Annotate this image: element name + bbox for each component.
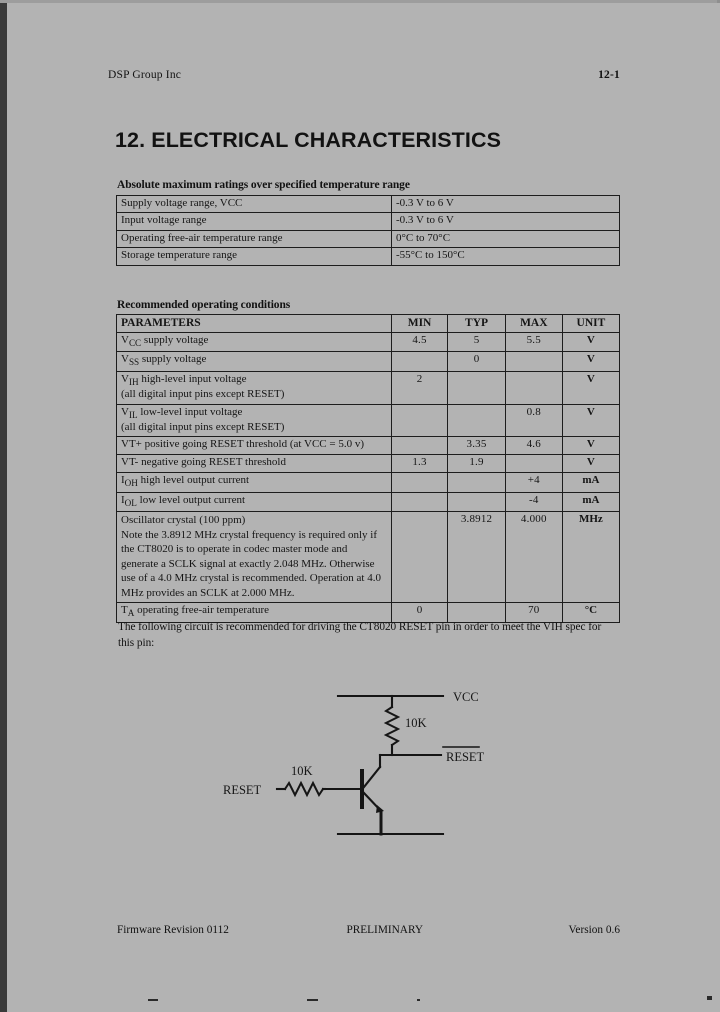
scan-speckle <box>707 996 712 1000</box>
max-cell <box>505 352 562 371</box>
parameter-subscript: SS <box>128 357 140 368</box>
page-number: 12-1 <box>598 69 620 81</box>
unit-cell: V <box>562 333 619 352</box>
min-cell: 1.3 <box>391 455 448 473</box>
reset-output-label: RESET <box>446 750 485 764</box>
parameter-subscript: CC <box>128 338 142 349</box>
table-row <box>117 333 620 352</box>
min-cell <box>391 404 448 437</box>
min-cell <box>391 352 448 371</box>
footer-version: Version 0.6 <box>568 924 620 936</box>
table-row <box>117 492 620 511</box>
max-cell: 0.8 <box>505 404 562 437</box>
min-cell <box>391 512 448 603</box>
scan-speckle <box>417 999 420 1001</box>
table-row <box>117 248 620 265</box>
unit-cell: mA <box>562 492 619 511</box>
unit-cell: V <box>562 352 619 371</box>
absolute-maximum-ratings-table <box>116 195 620 266</box>
parameter-text: low level output current <box>136 493 246 506</box>
parameter-cell <box>117 371 392 404</box>
parameter-subscript: A <box>127 608 135 619</box>
parameter-text: operating free-air temperature <box>134 604 270 617</box>
document-footer <box>117 924 620 936</box>
typ-cell: 3.35 <box>448 437 506 455</box>
rec-op-table-caption: Recommended operating conditions <box>117 299 291 311</box>
abs-max-parameter: Storage temperature range <box>117 248 392 265</box>
max-cell: 4.000 <box>505 512 562 603</box>
parameter-symbol: V <box>121 353 129 366</box>
typ-cell: 0 <box>448 352 506 371</box>
footer-firmware-revision: Firmware Revision 0112 <box>117 924 229 936</box>
parameter-symbol: I <box>121 474 125 487</box>
typ-cell: 5 <box>448 333 506 352</box>
table-row <box>117 473 620 492</box>
abs-max-parameter: Operating free-air temperature range <box>117 230 392 247</box>
recommended-operating-conditions-table <box>116 314 620 623</box>
column-header-parameters: PARAMETERS <box>117 315 392 333</box>
typ-cell: 3.8912 <box>448 512 506 603</box>
min-cell: 2 <box>391 371 448 404</box>
document-page <box>7 3 720 1012</box>
parameter-text: supply voltage <box>139 353 207 366</box>
column-header-min: MIN <box>391 315 448 333</box>
parameter-cell <box>117 492 392 511</box>
typ-cell <box>448 492 506 511</box>
table-row <box>117 404 620 437</box>
abs-max-parameter: Input voltage range <box>117 213 392 230</box>
unit-cell: mA <box>562 473 619 492</box>
parameter-subscript: IL <box>128 409 138 420</box>
parameter-text: high-level input voltage <box>138 372 247 385</box>
parameter-text: low-level input voltage <box>137 405 243 418</box>
parameter-qualifier: (all digital input pins except RESET) <box>121 388 285 401</box>
oscillator-note: Note the 3.8912 MHz crystal frequency is required only if the CT8020 is to operate in codec master mode and generate a SCLK signal at exactly 2.048 MHz. Otherwise use of a 4.0 MHz crystal is recommended. Operation at 4.0 MHz provides an SCLK at 2.000 MHz. <box>121 528 381 599</box>
base-resistor-symbol <box>285 783 323 795</box>
parameter-symbol: V <box>121 334 129 347</box>
parameter-subscript: IH <box>128 376 139 387</box>
parameter-cell <box>117 333 392 352</box>
parameter-text: supply voltage <box>141 334 209 347</box>
max-cell: -4 <box>505 492 562 511</box>
column-header-unit: UNIT <box>562 315 619 333</box>
parameter-cell: VT- negative going RESET threshold <box>117 455 392 473</box>
abs-max-value: 0°C to 70°C <box>392 230 620 247</box>
typ-cell <box>448 473 506 492</box>
table-row <box>117 352 620 371</box>
table-row <box>117 213 620 230</box>
scan-speckle <box>307 999 318 1001</box>
parameter-cell: VT+ positive going RESET threshold (at VCC = 5.0 v) <box>117 437 392 455</box>
abs-max-value: -55°C to 150°C <box>392 248 620 265</box>
unit-cell: V <box>562 371 619 404</box>
unit-cell: °C <box>562 603 619 622</box>
typ-cell <box>448 404 506 437</box>
parameter-cell <box>117 404 392 437</box>
table-row <box>117 230 620 247</box>
unit-cell: V <box>562 455 619 473</box>
abs-max-parameter: Supply voltage range, VCC <box>117 196 392 213</box>
intro-paragraph: The following circuit is recommended for driving the CT8020 RESET pin in order to meet the VIH spec for this pin: <box>118 621 602 650</box>
min-cell <box>391 437 448 455</box>
max-cell <box>505 371 562 404</box>
max-cell: +4 <box>505 473 562 492</box>
parameter-symbol: V <box>121 405 129 418</box>
parameter-qualifier: (all digital input pins except RESET) <box>121 420 285 433</box>
max-cell: 5.5 <box>505 333 562 352</box>
vcc-label: VCC <box>453 690 479 704</box>
pullup-resistor-symbol <box>386 707 398 745</box>
parameter-subscript: OH <box>124 478 138 489</box>
chapter-title: 12. ELECTRICAL CHARACTERISTICS <box>115 128 502 152</box>
table-row <box>117 512 620 603</box>
max-cell: 4.6 <box>505 437 562 455</box>
table-row <box>117 196 620 213</box>
unit-cell: V <box>562 437 619 455</box>
reset-driver-circuit-diagram <box>207 671 537 856</box>
footer-status: PRELIMINARY <box>346 924 424 936</box>
parameter-text: Oscillator crystal (100 ppm) <box>121 514 246 527</box>
pullup-resistor-label: 10K <box>405 716 427 730</box>
emitter-arrowhead <box>376 805 384 813</box>
column-header-typ: TYP <box>448 315 506 333</box>
parameter-symbol: I <box>121 493 125 506</box>
abs-max-value: -0.3 V to 6 V <box>392 196 620 213</box>
table-row <box>117 455 620 473</box>
company-name: DSP Group Inc <box>108 69 182 81</box>
min-cell <box>391 492 448 511</box>
max-cell <box>505 455 562 473</box>
min-cell: 0 <box>391 603 448 622</box>
parameter-subscript: OL <box>124 497 137 508</box>
typ-cell: 1.9 <box>448 455 506 473</box>
min-cell <box>391 473 448 492</box>
parameter-cell <box>117 352 392 371</box>
parameter-text: high level output current <box>137 474 250 487</box>
max-cell: 70 <box>505 603 562 622</box>
scan-speckle <box>148 999 158 1001</box>
collector-diagonal-wire <box>364 767 380 787</box>
parameter-cell <box>117 473 392 492</box>
table-row <box>117 371 620 404</box>
base-resistor-label: 10K <box>291 764 313 778</box>
parameter-cell <box>117 512 392 603</box>
page-edge-left <box>0 0 7 1012</box>
unit-cell: V <box>562 404 619 437</box>
abs-max-table-caption: Absolute maximum ratings over specified temperature range <box>117 179 410 191</box>
parameter-symbol: T <box>121 604 128 617</box>
min-cell: 4.5 <box>391 333 448 352</box>
table-header-row <box>117 315 620 333</box>
document-header <box>108 69 620 81</box>
parameter-symbol: V <box>121 372 129 385</box>
column-header-max: MAX <box>505 315 562 333</box>
abs-max-value: -0.3 V to 6 V <box>392 213 620 230</box>
unit-cell: MHz <box>562 512 619 603</box>
reset-input-label: RESET <box>223 783 262 797</box>
table-row <box>117 437 620 455</box>
typ-cell <box>448 371 506 404</box>
